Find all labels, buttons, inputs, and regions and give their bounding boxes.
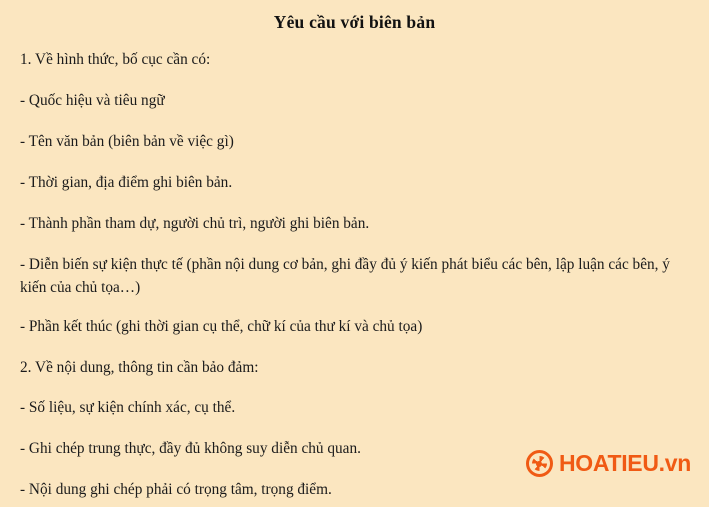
- watermark-brand: [559, 450, 691, 477]
- document-line: - Ghi chép trung thực, đầy đủ không suy diễn chủ quan.: [20, 440, 361, 458]
- document-line: - Thành phần tham dự, người chủ trì, người ghi biên bản.: [20, 214, 370, 232]
- page-title: Yêu cầu với biên bản: [273, 12, 436, 32]
- document-line: 1. Về hình thức, bố cục cần có:: [20, 51, 211, 68]
- document-line: - Quốc hiệu và tiêu ngữ: [20, 91, 165, 109]
- document-line: - Nội dung ghi chép phải có trọng tâm, trọng điểm.: [20, 481, 332, 499]
- hoatieu-logo-icon: [526, 450, 553, 477]
- watermark: [526, 450, 691, 477]
- watermark-brand-suffix: .vn: [658, 450, 691, 476]
- document-line: - Tên văn bản (biên bản về việc gì): [20, 132, 234, 150]
- document-line: - Phần kết thúc (ghi thời gian cụ thể, chữ kí của thư kí và chủ tọa): [20, 317, 423, 335]
- document-line: - Diễn biến sự kiện thực tế (phần nội dung cơ bản, ghi đầy đủ ý kiến phát biểu các bên, lập luận các bên, ý kiến của chủ tọa…): [20, 255, 670, 296]
- document-line: 2. Về nội dung, thông tin cần bảo đảm:: [20, 358, 259, 376]
- watermark-brand-text: HOATIEU: [558, 450, 659, 476]
- document-line: - Số liệu, sự kiện chính xác, cụ thể.: [20, 399, 236, 417]
- document-line: - Thời gian, địa điểm ghi biên bản.: [20, 173, 233, 191]
